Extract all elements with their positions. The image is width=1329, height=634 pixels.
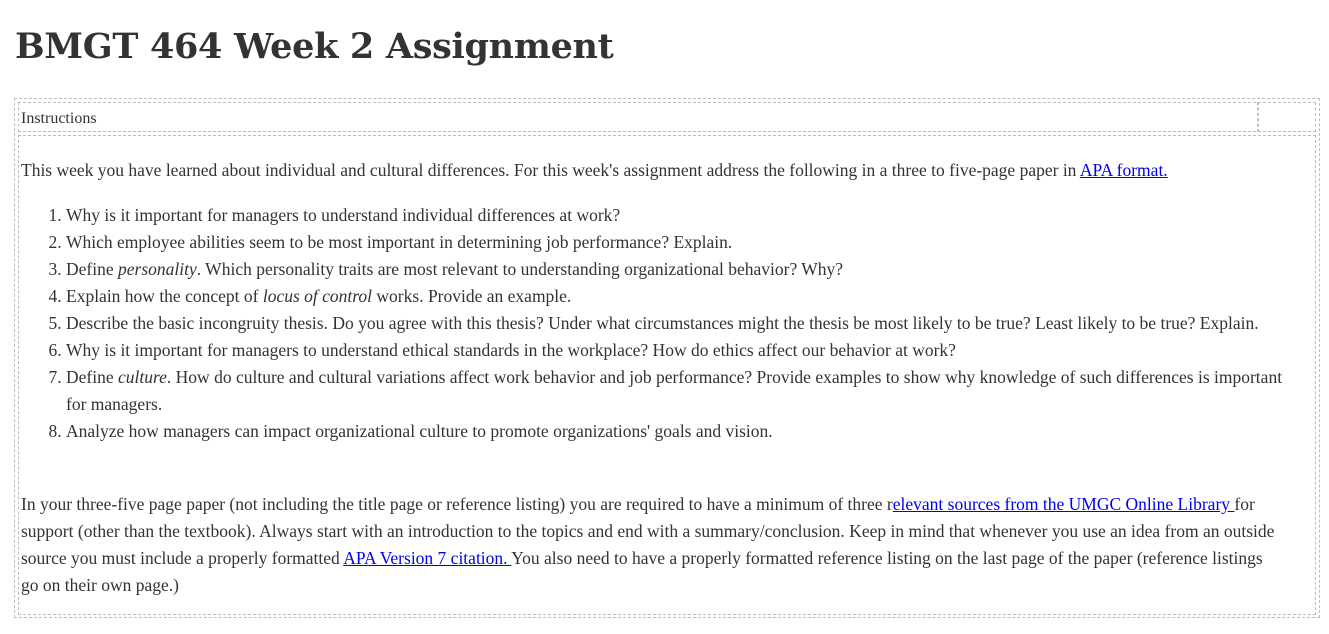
- item-text: Describe the basic incongruity thesis. Do you agree with this thesis? Under what circumstances might the thesis be most likely to be true? Least likely to be true? Explain.: [66, 313, 1259, 333]
- table-header-row: [18, 102, 1316, 132]
- intro-paragraph: [21, 157, 1168, 184]
- intro-text: This week you have learned about individual and cultural differences. For this week's assignment address the following in a three to five-page paper in: [21, 160, 1080, 180]
- item-text: Which employee abilities seem to be most important in determining job performance? Explain.: [66, 232, 733, 252]
- question-list: [19, 202, 1306, 445]
- item-text: Analyze how managers can impact organizational culture to promote organizations' goals and vision.: [66, 421, 773, 441]
- list-item: [66, 202, 1306, 229]
- list-item: [66, 256, 1306, 283]
- item-text: Why is it important for managers to understand individual differences at work?: [66, 205, 621, 225]
- header-empty-cell: [1258, 102, 1315, 132]
- item-emphasis: personality: [118, 259, 197, 279]
- item-emphasis: culture: [118, 367, 167, 387]
- apa-citation-link[interactable]: APA Version 7 citation.: [343, 548, 512, 568]
- item-emphasis: locus of control: [262, 286, 373, 306]
- closing-text: In your three-five page paper (not including the title page or reference listing) you are required to have a minimum of three r: [21, 494, 893, 514]
- list-item: [66, 310, 1306, 337]
- item-text: . Which personality traits are most relevant to understanding organizational behavior? Why?: [196, 259, 844, 279]
- page-title: BMGT 464 Week 2 Assignment: [15, 26, 614, 67]
- umgc-library-link[interactable]: elevant sources from the UMGC Online Library: [892, 494, 1235, 514]
- closing-text: You also need to have a properly formatted reference listing on the last page of the paper (reference listings go on their own page.): [21, 548, 1263, 595]
- instructions-header-label: Instructions: [21, 110, 97, 127]
- item-text: works. Provide an example.: [372, 286, 572, 306]
- item-text: Explain how the concept of: [66, 286, 263, 306]
- list-item: [66, 418, 1306, 445]
- item-text: Define: [66, 367, 118, 387]
- list-item: [66, 229, 1306, 256]
- list-item: [66, 337, 1306, 364]
- instructions-body: [18, 135, 1316, 615]
- instructions-table: [14, 98, 1320, 618]
- list-item: [66, 364, 1306, 418]
- item-text: Why is it important for managers to understand ethical standards in the workplace? How do ethics affect our behavior at work?: [66, 340, 956, 360]
- list-item: [66, 283, 1306, 310]
- closing-text: for support (other than the textbook). Always start with an introduction to the topics and end with a summary/conclusion. Keep in mind that whenever you use an idea from an outside source you must include a properly formatted: [21, 494, 1275, 568]
- closing-paragraph: [21, 491, 1281, 599]
- apa-format-link[interactable]: APA format.: [1079, 160, 1168, 180]
- item-text: . How do culture and cultural variations affect work behavior and job performance? Provide examples to show why knowledge of such differences is important for managers.: [66, 367, 1283, 414]
- item-text: Define: [66, 259, 118, 279]
